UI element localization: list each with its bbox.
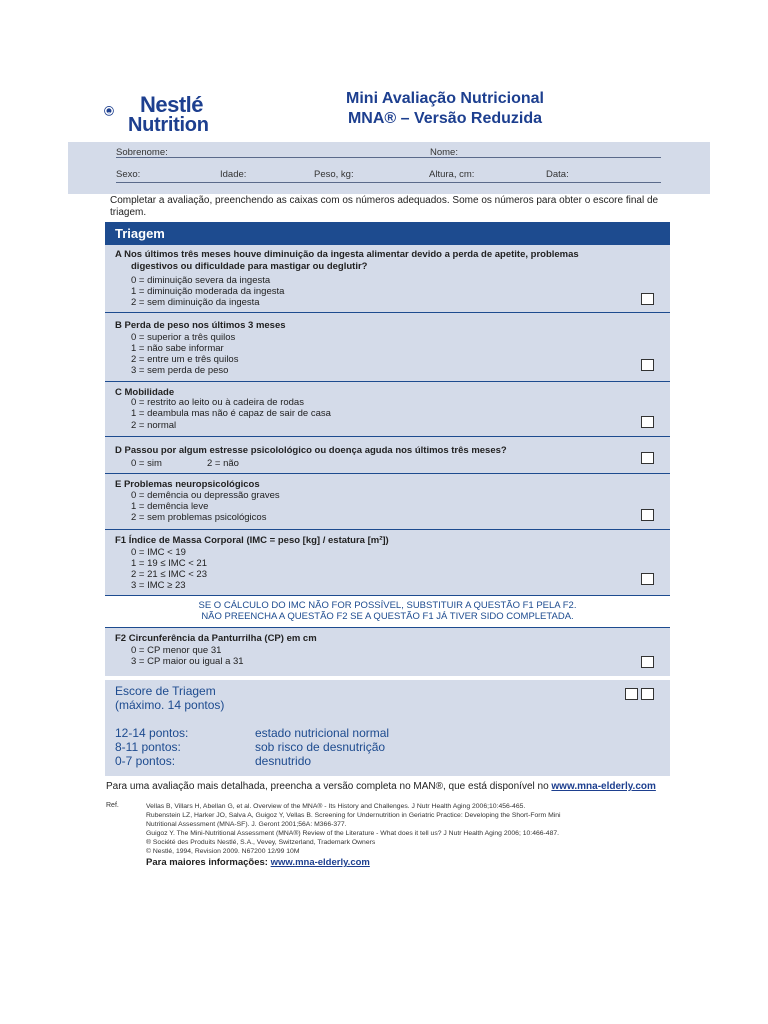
score-box-f1[interactable] bbox=[641, 573, 654, 585]
option-f2-3: 3 = CP maior ou igual a 31 bbox=[131, 656, 244, 667]
option-b-2: 2 = entre um e três quilos bbox=[131, 354, 239, 365]
reference-2-cont: Nutritional Assessment (MNA-SF). J. Geront 2001;56A: M366-377. bbox=[146, 821, 347, 828]
reference-1: Vellas B, Villars H, Abellan G, et al. Overview of the MNA® - Its History and Challenges. J Nutr Health Aging 2006;10:456-465. bbox=[146, 803, 526, 810]
page-subtitle: MNA® – Versão Reduzida bbox=[347, 110, 543, 127]
section-f2 bbox=[105, 628, 670, 676]
imc-note bbox=[105, 600, 670, 622]
option-e-0: 0 = demência ou depressão graves bbox=[131, 490, 280, 501]
brand-nestle: Nestlé bbox=[140, 92, 204, 117]
question-a-cont: digestivos ou dificuldade para mastigar ou deglutir? bbox=[131, 261, 368, 272]
score-box-tens[interactable] bbox=[625, 688, 638, 700]
option-f1-1: 1 = 19 ≤ IMC < 21 bbox=[131, 558, 207, 569]
brand-nutrition: Nutrition bbox=[128, 114, 209, 136]
imc-note-line2: NÃO PREENCHA A QUESTÃO F2 SE A QUESTÃO F1 JÁ TIVER SIDO COMPLETADA. bbox=[201, 611, 574, 622]
question-e: E Problemas neuropsicológicos bbox=[115, 479, 260, 490]
option-b-3: 3 = sem perda de peso bbox=[131, 365, 229, 376]
more-info-label: Para uma avaliação mais detalhada, preencha a versão completa no MAN®, que está disponível no bbox=[106, 781, 552, 792]
section-c bbox=[105, 382, 670, 437]
imc-note-line1: SE O CÁLCULO DO IMC NÃO FOR POSSÍVEL, SUBSTITUIR A QUESTÃO F1 PELA F2. bbox=[198, 600, 577, 611]
question-f2: F2 Circunferência da Panturrilha (CP) em cm bbox=[115, 633, 317, 644]
option-e-2: 2 = sem problemas psicológicos bbox=[131, 512, 267, 523]
score-box-d[interactable] bbox=[641, 452, 654, 464]
reference-2: Rubenstein LZ, Harker JO, Salva A, Guigoz Y, Vellas B. Screening for Undernutrition in Geriatric Practice: Developing the Short-Form Mini bbox=[146, 812, 561, 819]
question-f1: F1 Índice de Massa Corporal (IMC = peso [kg] / estatura [m²]) bbox=[115, 535, 389, 546]
option-c-1: 1 = deambula mas não é capaz de sair de casa bbox=[131, 408, 331, 419]
patient-details-field[interactable] bbox=[116, 182, 661, 183]
option-a-1: 1 = diminuição moderada da ingesta bbox=[131, 286, 285, 297]
section-b bbox=[105, 313, 670, 382]
score-box-a[interactable] bbox=[641, 293, 654, 305]
data-label: Data: bbox=[546, 169, 569, 180]
option-c-0: 0 = restrito ao leito ou à cadeira de rodas bbox=[131, 397, 304, 408]
trademark-note: ® Société des Produits Nestlé, S.A., Vevey, Switzerland, Trademark Owners bbox=[146, 839, 376, 846]
more-info-footer-label: Para maiores informações: bbox=[146, 857, 271, 868]
question-a: A Nos últimos três meses houve diminuição da ingesta alimentar devido a perda de apetite, problemas bbox=[115, 249, 579, 260]
question-b: B Perda de peso nos últimos 3 meses bbox=[115, 320, 286, 331]
page-title: Mini Avaliação Nutricional bbox=[346, 90, 544, 107]
score-section bbox=[105, 680, 670, 776]
score-box-e[interactable] bbox=[641, 509, 654, 521]
altura-label: Altura, cm: bbox=[429, 169, 475, 180]
option-b-0: 0 = superior a três quilos bbox=[131, 332, 236, 343]
score-box-c[interactable] bbox=[641, 416, 654, 428]
score-result-3: desnutrido bbox=[255, 754, 312, 768]
sexo-label: Sexo: bbox=[116, 169, 141, 180]
nome-label: Nome: bbox=[430, 147, 458, 158]
copyright-note: © Nestlé, 1994, Revision 2009. N67200 12/99 10M bbox=[146, 848, 300, 855]
score-box-units[interactable] bbox=[641, 688, 654, 700]
score-subtitle: (máximo. 14 pontos) bbox=[115, 698, 225, 712]
score-range-1: 12-14 pontos: bbox=[115, 726, 189, 740]
references bbox=[146, 802, 686, 856]
score-box-f2[interactable] bbox=[641, 656, 654, 668]
section-d bbox=[105, 437, 670, 474]
option-f2-0: 0 = CP menor que 31 bbox=[131, 645, 222, 656]
reference-3: Guigoz Y. The Mini-Nutritional Assessment (MNA®) Review of the Literature - What does it tell us? J Nutr Health Aging 2006; 10:466-487. bbox=[146, 830, 560, 837]
patient-info-band bbox=[68, 142, 710, 194]
more-info-text bbox=[106, 781, 656, 792]
section-e bbox=[105, 474, 670, 530]
score-result-2: sob risco de desnutrição bbox=[255, 740, 386, 754]
option-e-1: 1 = demência leve bbox=[131, 501, 209, 512]
mna-link[interactable]: www.mna-elderly.com bbox=[551, 781, 656, 792]
section-a bbox=[105, 245, 670, 313]
option-d-0: 0 = sim bbox=[131, 458, 162, 469]
triagem-header: Triagem bbox=[105, 222, 670, 245]
question-c: C Mobilidade bbox=[115, 387, 175, 398]
section-f1 bbox=[105, 530, 670, 596]
idade-label: Idade: bbox=[220, 169, 247, 180]
option-c-2: 2 = normal bbox=[131, 420, 177, 431]
option-f1-3: 3 = IMC ≥ 23 bbox=[131, 580, 186, 591]
ref-label: Ref. bbox=[106, 802, 119, 809]
score-range-3: 0-7 pontos: bbox=[115, 754, 176, 768]
instructions: Completar a avaliação, preenchendo as caixas com os números adequados. Some os números para obter o escore final de triagem. bbox=[110, 195, 659, 218]
mna-footer-link[interactable]: www.mna-elderly.com bbox=[270, 857, 370, 868]
score-range-2: 8-11 pontos: bbox=[115, 740, 181, 754]
option-f1-0: 0 = IMC < 19 bbox=[131, 547, 186, 558]
option-a-0: 0 = diminuição severa da ingesta bbox=[131, 275, 271, 286]
question-d: D Passou por algum estresse psicolológico ou doença aguda nos últimos três meses? bbox=[115, 445, 507, 456]
more-info-footer bbox=[146, 857, 370, 868]
score-box-b[interactable] bbox=[641, 359, 654, 371]
option-b-1: 1 = não sabe informar bbox=[131, 343, 224, 354]
option-d-2: 2 = não bbox=[207, 458, 239, 469]
option-f1-2: 2 = 21 ≤ IMC < 23 bbox=[131, 569, 207, 580]
peso-label: Peso, kg: bbox=[314, 169, 354, 180]
score-result-1: estado nutricional normal bbox=[255, 726, 390, 740]
score-title: Escore de Triagem bbox=[115, 684, 216, 698]
option-a-2: 2 = sem diminuição da ingesta bbox=[131, 297, 260, 308]
sobrenome-label: Sobrenome: bbox=[116, 147, 168, 158]
sobrenome-field[interactable] bbox=[116, 157, 661, 158]
